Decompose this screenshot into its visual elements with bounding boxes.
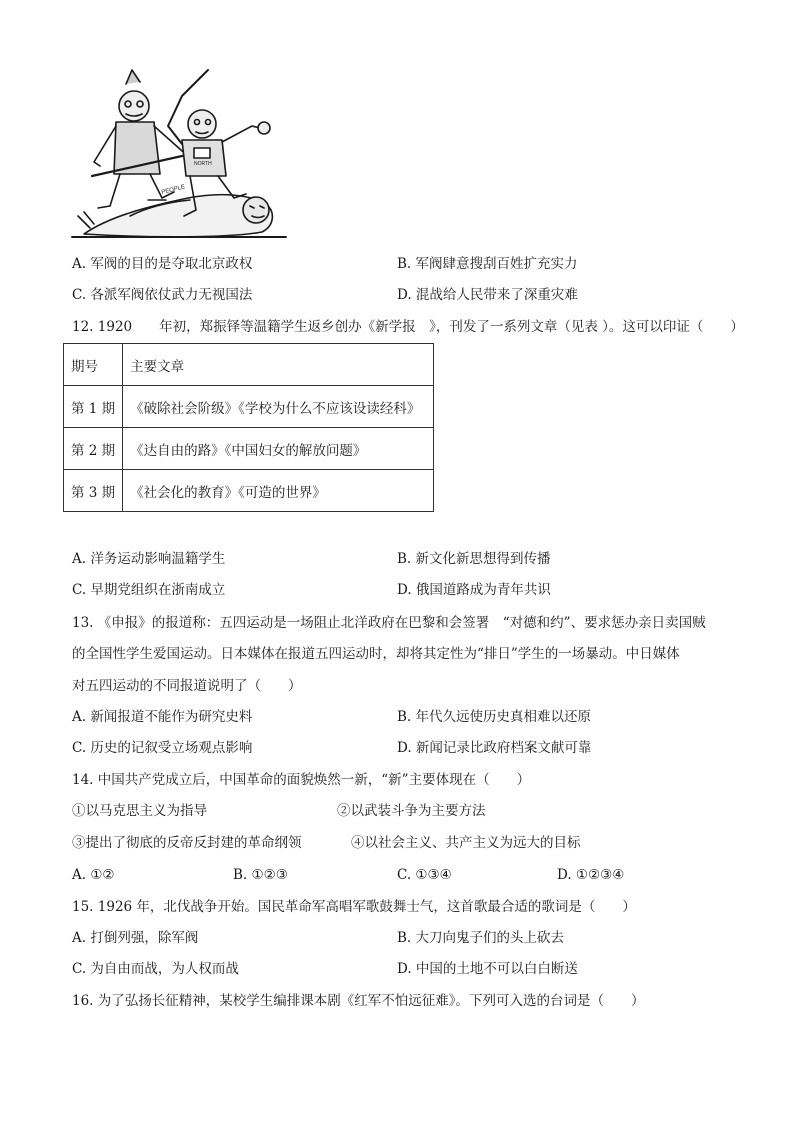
q14-item-3: ③提出了彻底的反帝反封建的革命纲领 [72,835,302,851]
table-header-cell: 期号 [64,344,123,386]
q13-option-b: B. 年代久远使历史真相难以还原 [397,709,592,725]
q13-stem-line-2: 的全国性学生爱国运动。日本媒体在报道五四运动时，却将其定性为“排日”学生的一场暴动。中日媒体 [72,646,680,662]
q11-option-a: A. 军阀的目的是夺取北京政权 [72,256,253,272]
north-label: NORTH [194,161,212,167]
q15-option-d: D. 中国的土地不可以白白断送 [397,961,578,977]
table-cell: 第 3 期 [64,470,123,512]
q12-option-d: D. 俄国道路成为青年共识 [397,582,551,598]
q12-option-c: C. 早期党组织在浙南成立 [72,582,226,598]
q14-option-a: A. ①② [72,867,115,883]
q11-option-c: C. 各派军阀依仗武力无视国法 [72,287,253,303]
table-cell: 《达自由的路》《中国妇女的解放问题》 [123,428,434,470]
table-cell: 《破除社会阶级》《学校为什么不应该设读经科》 [123,386,434,428]
q12-stem: 12. 1920 年初，郑振铎等温籍学生返乡创办《新学报 》，刊发了一系列文章（见表 ）。这可以印证（ ） [72,319,744,335]
table-cell: 《社会化的教育》《可造的世界》 [123,470,434,512]
q14-option-d: D. ①②③④ [557,867,625,883]
q13-option-a: A. 新闻报道不能作为研究史料 [72,709,253,725]
q14-item-1: ①以马克思主义为指导 [72,803,207,819]
table-header-row [64,344,434,386]
q11-option-b: B. 军阀肆意搜刮百姓扩充实力 [397,256,578,272]
q14-option-c: C. ①③④ [397,867,452,883]
q15-option-b: B. 大刀向鬼子们的头上砍去 [397,930,565,946]
table-cell: 第 1 期 [64,386,123,428]
table-row [64,428,434,470]
q15-option-c: C. 为自由而战，为人权而战 [72,961,239,977]
q14-item-4: ④以社会主义、共产主义为远大的目标 [351,835,581,851]
table-header-cell: 主要文章 [123,344,434,386]
q11-option-d: D. 混战给人民带来了深重灾难 [397,287,578,303]
people-label: PEOPLE [161,184,186,196]
table-cell: 第 2 期 [64,428,123,470]
q16-stem: 16. 为了弘扬长征精神，某校学生编排课本剧《红军不怕远征难》。下列可入选的台词是（ ） [72,993,645,1009]
q14-stem: 14. 中国共产党成立后，中国革命的面貌焕然一新，“新”主要体现在（ ） [72,772,531,788]
table-row [64,470,434,512]
q13-stem-line-1: 13. 《申报》的报道称：五四运动是一场阻止北洋政府在巴黎和会签署 “对德和约”、要求惩办亲日卖国贼 [72,615,706,631]
q14-option-b: B. ①②③ [233,867,288,883]
q14-item-2: ②以武装斗争为主要方法 [337,803,486,819]
q12-articles-table [63,343,434,512]
q15-option-a: A. 打倒列强，除军阀 [72,930,199,946]
warlord-cartoon-illustration [70,66,288,240]
q13-option-d: D. 新闻记录比政府档案文献可靠 [397,740,592,756]
q12-option-a: A. 洋务运动影响温籍学生 [72,551,226,567]
q15-stem: 15. 1926 年，北伐战争开始。国民革命军高唱军歌鼓舞士气，这首歌最合适的歌词是（ ） [72,899,636,915]
table-row [64,386,434,428]
q13-stem-line-3: 对五四运动的不同报道说明了（ ） [72,678,302,694]
q13-option-c: C. 历史的记叙受立场观点影响 [72,740,253,756]
q12-option-b: B. 新文化新思想得到传播 [397,551,551,567]
